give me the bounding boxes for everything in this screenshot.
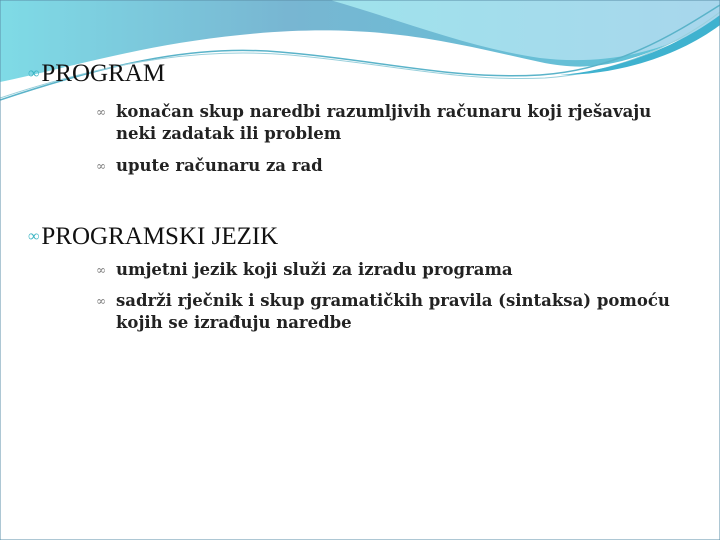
bullet-icon: ∞ (96, 105, 106, 119)
bullet-icon: ∞ (28, 65, 40, 82)
heading-program (28, 60, 165, 88)
list-item-text: sadrži rječnik i skup gramatičkih pravila (sintaksa) pomoću kojih se izrađuju naredbe (116, 291, 670, 332)
list-item (96, 259, 696, 281)
list-item (96, 155, 696, 177)
bullet-icon: ∞ (96, 159, 106, 173)
bullet-icon: ∞ (96, 294, 106, 308)
list-item (96, 290, 696, 334)
heading-text: PROGRAMSKI JEZIK (41, 223, 279, 250)
bullet-icon: ∞ (28, 228, 40, 245)
list-item-text: umjetni jezik koji služi za izradu programa (116, 260, 513, 279)
list-item-text: konačan skup naredbi razumljivih računaru koji rješavaju neki zadatak ili problem (116, 102, 652, 143)
bullet-icon: ∞ (96, 263, 106, 277)
list-item (96, 101, 696, 145)
heading-programski-jezik (28, 223, 278, 251)
heading-text: PROGRAM (41, 60, 166, 87)
list-item-text: upute računaru za rad (116, 156, 323, 175)
